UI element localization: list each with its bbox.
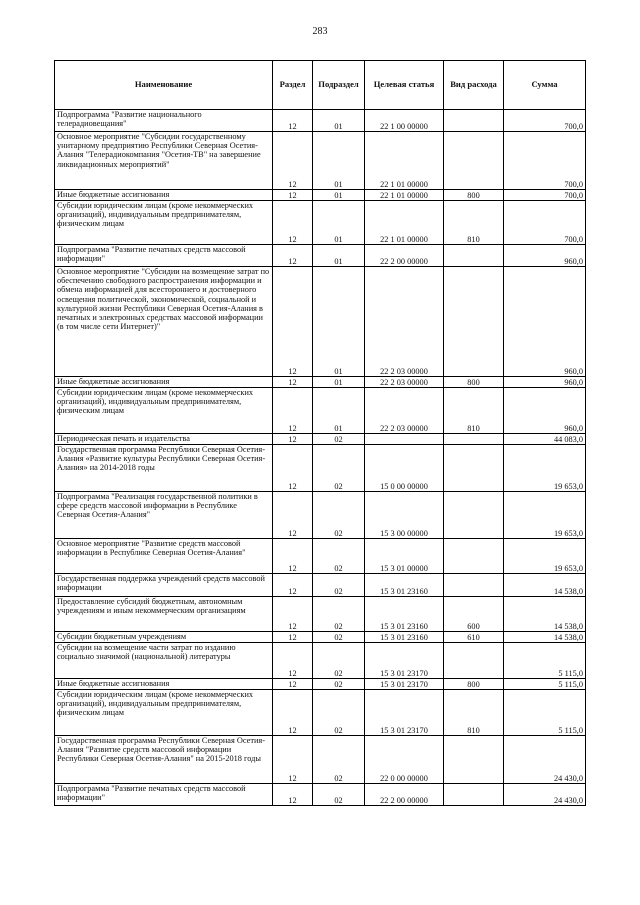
row-name: Основное мероприятие "Субсидии на возмещение затрат по обеспечению свободного распространения информации и обмена информацией для всестороннего и достоверного освещения политической, экономической, социальной и культурной жизни Республики Северная Осетия-Алания в печатных и электронных средствах массовой информации (в том числе сети Интернет)" (55, 267, 273, 377)
row-target: 15 3 01 23160 (365, 632, 444, 643)
row-expense: 800 (444, 679, 504, 690)
row-target: 22 1 01 00000 (365, 190, 444, 201)
row-amount: 700,0 (504, 132, 586, 190)
row-subsection: 01 (313, 190, 365, 201)
row-expense (444, 110, 504, 132)
row-section: 12 (273, 784, 313, 806)
header-target: Целевая статья (365, 61, 444, 110)
row-target: 22 2 03 00000 (365, 388, 444, 434)
header-amount: Сумма (504, 61, 586, 110)
table-row (55, 377, 586, 388)
row-subsection: 02 (313, 632, 365, 643)
header-name: Наименование (55, 61, 273, 110)
row-subsection: 02 (313, 492, 365, 539)
row-expense (444, 245, 504, 267)
row-name: Государственная программа Республики Северная Осетия-Алания «Развитие культуры Республики Северная Осетия-Алания» на 2014-2018 годы (55, 445, 273, 492)
row-section: 12 (273, 388, 313, 434)
row-expense (444, 643, 504, 679)
row-subsection: 02 (313, 643, 365, 679)
row-section: 12 (273, 377, 313, 388)
table-header-row (55, 61, 586, 110)
row-subsection: 02 (313, 445, 365, 492)
table-row (55, 132, 586, 190)
row-subsection: 02 (313, 597, 365, 632)
row-target: 22 1 01 00000 (365, 201, 444, 245)
row-name: Периодическая печать и издательства (55, 434, 273, 445)
row-target: 15 3 01 00000 (365, 539, 444, 574)
row-section: 12 (273, 492, 313, 539)
row-name: Иные бюджетные ассигнования (55, 679, 273, 690)
row-expense: 810 (444, 201, 504, 245)
row-name: Государственная поддержка учреждений средств массовой информации (55, 574, 273, 597)
row-amount: 960,0 (504, 377, 586, 388)
row-target: 22 1 01 00000 (365, 132, 444, 190)
row-section: 12 (273, 267, 313, 377)
header-section: Раздел (273, 61, 313, 110)
row-name: Основное мероприятие "Субсидии государственному унитарному предприятию Республики Северная Осетия-Алания "Телерадиокомпания "Осетия-ТВ" на завершение ликвидационных мероприятий" (55, 132, 273, 190)
row-expense (444, 539, 504, 574)
row-amount: 5 115,0 (504, 690, 586, 736)
row-target: 15 3 01 23170 (365, 643, 444, 679)
row-amount: 5 115,0 (504, 679, 586, 690)
row-target (365, 434, 444, 445)
table-row (55, 574, 586, 597)
row-name: Иные бюджетные ассигнования (55, 190, 273, 201)
row-amount: 44 083,0 (504, 434, 586, 445)
table-row (55, 492, 586, 539)
table-row (55, 690, 586, 736)
row-amount: 24 430,0 (504, 784, 586, 806)
row-section: 12 (273, 245, 313, 267)
row-amount: 700,0 (504, 201, 586, 245)
row-section: 12 (273, 574, 313, 597)
row-target: 15 3 01 23160 (365, 574, 444, 597)
table-row (55, 679, 586, 690)
row-target: 22 1 00 00000 (365, 110, 444, 132)
row-target: 22 2 03 00000 (365, 377, 444, 388)
table-row (55, 190, 586, 201)
row-amount: 19 653,0 (504, 492, 586, 539)
row-expense (444, 736, 504, 784)
row-subsection: 02 (313, 736, 365, 784)
row-section: 12 (273, 632, 313, 643)
row-target: 22 0 00 00000 (365, 736, 444, 784)
row-name: Субсидии юридическим лицам (кроме некоммерческих организаций), индивидуальным предпринимателям, физическим лицам (55, 690, 273, 736)
row-name: Субсидии бюджетным учреждениям (55, 632, 273, 643)
table-row (55, 445, 586, 492)
row-section: 12 (273, 597, 313, 632)
row-expense: 610 (444, 632, 504, 643)
row-name: Иные бюджетные ассигнования (55, 377, 273, 388)
row-amount: 700,0 (504, 110, 586, 132)
row-expense (444, 445, 504, 492)
row-section: 12 (273, 643, 313, 679)
row-expense (444, 784, 504, 806)
row-name: Государственная программа Республики Северная Осетия-Алания "Развитие средств массовой информации Республики Северная Осетия-Алания" на 2015-2018 годы (55, 736, 273, 784)
row-section: 12 (273, 539, 313, 574)
row-target: 22 2 03 00000 (365, 267, 444, 377)
row-name: Подпрограмма "Реализация государственной политики в сфере средств массовой информации в Республике Северная Осетия-Алания" (55, 492, 273, 539)
table-row (55, 201, 586, 245)
header-subsection: Подраздел (313, 61, 365, 110)
budget-table (54, 60, 586, 806)
row-section: 12 (273, 190, 313, 201)
row-target: 15 0 00 00000 (365, 445, 444, 492)
row-expense: 800 (444, 377, 504, 388)
table-row (55, 643, 586, 679)
page-number: 283 (312, 26, 328, 37)
row-subsection: 01 (313, 110, 365, 132)
row-name: Подпрограмма "Развитие печатных средств массовой информации" (55, 245, 273, 267)
row-subsection: 02 (313, 690, 365, 736)
row-target: 15 3 01 23170 (365, 690, 444, 736)
table-row (55, 245, 586, 267)
row-section: 12 (273, 201, 313, 245)
row-target: 15 3 01 23160 (365, 597, 444, 632)
row-section: 12 (273, 110, 313, 132)
table-row (55, 539, 586, 574)
row-name: Субсидии юридическим лицам (кроме некоммерческих организаций), индивидуальным предпринимателям, физическим лицам (55, 388, 273, 434)
row-expense: 800 (444, 190, 504, 201)
table-row (55, 267, 586, 377)
table-row (55, 597, 586, 632)
row-amount: 700,0 (504, 190, 586, 201)
row-amount: 960,0 (504, 388, 586, 434)
row-subsection: 02 (313, 679, 365, 690)
row-expense: 810 (444, 690, 504, 736)
row-name: Подпрограмма "Развитие печатных средств массовой информации" (55, 784, 273, 806)
row-expense: 810 (444, 388, 504, 434)
row-subsection: 02 (313, 574, 365, 597)
row-section: 12 (273, 132, 313, 190)
row-section: 12 (273, 690, 313, 736)
table-row (55, 110, 586, 132)
row-subsection: 02 (313, 434, 365, 445)
row-amount: 5 115,0 (504, 643, 586, 679)
row-amount: 14 538,0 (504, 597, 586, 632)
row-subsection: 02 (313, 784, 365, 806)
header-expense: Вид расхода (444, 61, 504, 110)
table-row (55, 784, 586, 806)
row-expense (444, 492, 504, 539)
row-section: 12 (273, 736, 313, 784)
row-amount: 19 653,0 (504, 539, 586, 574)
row-section: 12 (273, 434, 313, 445)
table-row (55, 632, 586, 643)
row-subsection: 01 (313, 132, 365, 190)
row-name: Субсидии на возмещение части затрат по изданию социально значимой (национальной) литературы (55, 643, 273, 679)
row-subsection: 01 (313, 377, 365, 388)
row-amount: 14 538,0 (504, 574, 586, 597)
row-expense: 600 (444, 597, 504, 632)
row-expense (444, 132, 504, 190)
row-name: Субсидии юридическим лицам (кроме некоммерческих организаций), индивидуальным предпринимателям, физическим лицам (55, 201, 273, 245)
row-subsection: 02 (313, 539, 365, 574)
row-amount: 960,0 (504, 267, 586, 377)
row-amount: 19 653,0 (504, 445, 586, 492)
row-subsection: 01 (313, 201, 365, 245)
row-section: 12 (273, 679, 313, 690)
row-subsection: 01 (313, 245, 365, 267)
table-row (55, 388, 586, 434)
row-subsection: 01 (313, 388, 365, 434)
row-expense (444, 267, 504, 377)
row-target: 22 2 00 00000 (365, 245, 444, 267)
row-section: 12 (273, 445, 313, 492)
row-name: Предоставление субсидий бюджетным, автономным учреждениям и иным некоммерческим организациям (55, 597, 273, 632)
table-row (55, 434, 586, 445)
row-target: 15 3 01 23170 (365, 679, 444, 690)
row-amount: 14 538,0 (504, 632, 586, 643)
row-amount: 24 430,0 (504, 736, 586, 784)
table-row (55, 736, 586, 784)
row-expense (444, 574, 504, 597)
row-target: 15 3 00 00000 (365, 492, 444, 539)
row-amount: 960,0 (504, 245, 586, 267)
row-expense (444, 434, 504, 445)
row-name: Основное мероприятие "Развитие средств массовой информации в Республике Северная Осетия-Алания" (55, 539, 273, 574)
row-subsection: 01 (313, 267, 365, 377)
row-target: 22 2 00 00000 (365, 784, 444, 806)
row-name: Подпрограмма "Развитие национального телерадиовещания" (55, 110, 273, 132)
